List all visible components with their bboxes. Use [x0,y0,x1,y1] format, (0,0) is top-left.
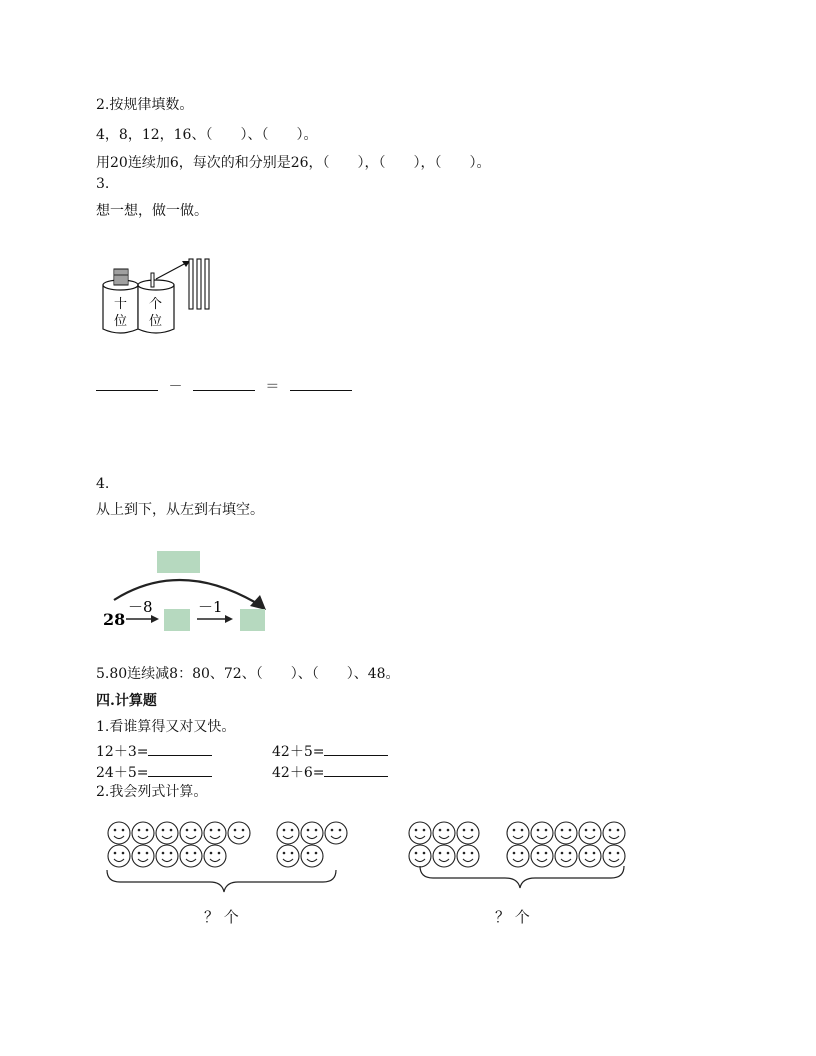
op-minus-1: －1 [198,598,223,616]
smiley-face-icon [507,845,529,867]
brace-left [107,870,336,892]
q4-number: 4. [96,476,110,492]
brace-right [420,866,624,888]
smiley-face-icon [132,822,154,844]
smiley-face-icon [579,845,601,867]
q2-addition-line: 用20连续加6，每次的和分别是26，（ ），（ ），（ ）。 [96,155,491,171]
q2-heading: 2.按规律填数。 [96,97,194,113]
smiley-face-icon [301,845,323,867]
smiley-face-icon [301,822,323,844]
smiley-face-icon [531,822,553,844]
exercise-4-expr: 42＋6= [272,765,325,781]
tens-label-top: 十 [114,297,128,312]
smiley-face-icon [531,845,553,867]
q4-instruction: 从上到下，从左到右填空。 [96,502,264,518]
ones-label-bottom: 位 [149,314,163,329]
exercise-1-expr: 12＋3= [96,744,149,760]
smiley-face-icon [579,822,601,844]
smiley-face-icon [132,845,154,867]
smiley-face-icon [277,845,299,867]
equals-sign: ＝ [265,379,280,395]
smiley-face-icon [457,822,479,844]
start-number: 28 [103,610,126,629]
smiley-face-icon [325,822,347,844]
q2-sequence-line: 4，8，12，16、（ ）、（ ）。 [96,127,318,143]
op-minus-8: －8 [128,598,153,616]
smiley-face-icon [228,822,250,844]
ones-label-top: 个 [149,297,163,312]
smiley-face-icon [277,822,299,844]
q3-instruction: 想一想，做一做。 [96,203,208,219]
smiley-face-icon [457,845,479,867]
left-question-label: ？ 个 [204,908,239,926]
smiley-face-icon [603,822,625,844]
smiley-face-icon [156,845,178,867]
exercise-2-expr: 42＋5= [272,744,325,760]
smiley-face-icon [433,845,455,867]
smiley-face-icon [409,845,431,867]
calc-q1-heading: 1.看谁算得又对又快。 [96,719,236,735]
smiley-face-icon [108,822,130,844]
smiley-face-icon [156,822,178,844]
section4-title: 四.计算题 [96,693,157,709]
minus-sign: － [168,379,183,395]
q5-text: 5.80连续减8：80、72、（ ）、（ ）、48。 [96,666,400,682]
smiley-face-icon [603,845,625,867]
smiley-face-icon [180,845,202,867]
smiley-face-icon [507,822,529,844]
right-question-label: ？ 个 [495,908,530,926]
calc-q2-heading: 2.我会列式计算。 [96,784,208,800]
smiley-face-icon [555,845,577,867]
exercise-3-expr: 24＋5= [96,765,149,781]
smiley-face-icon [204,845,226,867]
smiley-face-icon [204,822,226,844]
smiley-face-icon [433,822,455,844]
q3-number: 3. [96,176,110,192]
smiley-face-icon [409,822,431,844]
smiley-face-icon [555,822,577,844]
smiley-face-icon [108,845,130,867]
smiley-face-icon [180,822,202,844]
tens-label-bottom: 位 [114,314,128,329]
